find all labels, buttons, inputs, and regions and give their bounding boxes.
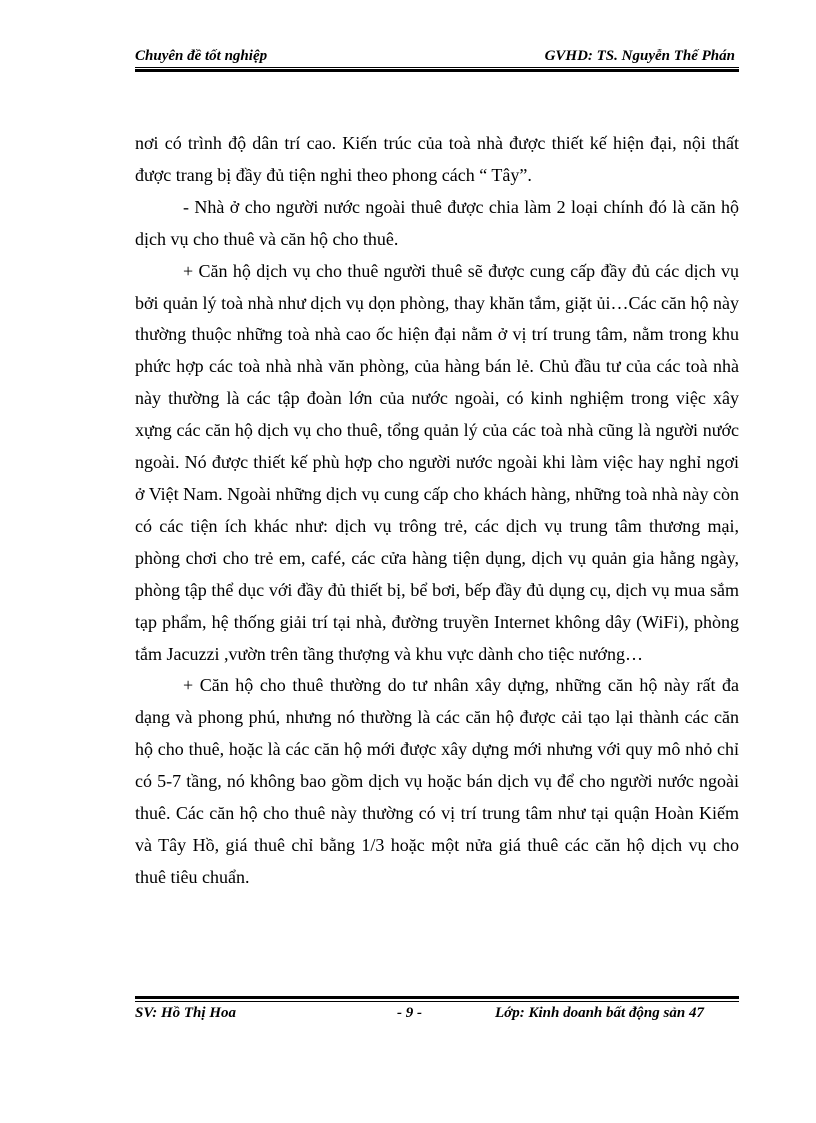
footer-class: Lớp: Kinh doanh bất động sản 47: [495, 1005, 704, 1021]
paragraph-rental-apartments: + Căn hộ cho thuê thường do tư nhân xây dựng, những căn hộ này rất đa dạng và phong phú, nhưng nó thường là các căn hộ được cải tạo lại thành các căn hộ cho thuê, hoặc là các căn hộ mới được xây dựng mới nhưng với quy mô nhỏ chỉ có 5-7 tầng, nó không bao gồm dịch vụ hoặc bán dịch vụ để cho người nước ngoài thuê. Các căn hộ cho thuê này thường có vị trí trung tâm như tại quận Hoàn Kiếm và Tây Hồ, giá thuê chỉ bằng 1/3 hoặc một nửa giá thuê các căn hộ dịch vụ cho thuê tiêu chuẩn.: [135, 675, 739, 887]
page-number: - 9 -: [397, 1005, 422, 1021]
paragraph-housing-types: - Nhà ở cho người nước ngoài thuê được chia làm 2 loại chính đó là căn hộ dịch vụ cho thuê và căn hộ cho thuê.: [135, 196, 739, 249]
footer-student: SV: Hồ Thị Hoa: [135, 1005, 236, 1021]
header-rule-thin: [135, 67, 739, 68]
page-footer: [135, 1003, 739, 1023]
header-advisor: GVHD: TS. Nguyễn Thế Phán: [544, 48, 735, 64]
footer-rule-thick: [135, 996, 739, 999]
paragraph-continuation: nơi có trình độ dân trí cao. Kiến trúc của toà nhà được thiết kế hiện đại, nội thất được trang bị đầy đủ tiện nghi theo phong cách “ Tây”.: [135, 133, 739, 185]
paragraph-serviced-apartments: + Căn hộ dịch vụ cho thuê người thuê sẽ được cung cấp đầy đủ các dịch vụ bởi quản lý toà nhà như dịch vụ dọn phòng, thay khăn tắm, giặt ủi…Các căn hộ này thường thuộc những toà nhà cao ốc hiện đại nằm ở vị trí trung tâm, nằm trong khu phức hợp các toà nhà nhà văn phòng, của hàng bán lẻ. Chủ đầu tư của các toà nhà này thường là các tập đoàn lớn của nước ngoài, có kinh nghiệm trong việc xây xựng các căn hộ dịch vụ cho thuê, tổng quản lý của các toà nhà cũng là người nước ngoài. Nó được thiết kế phù hợp cho người nước ngoài khi làm việc hay nghỉ ngơi ở Việt Nam. Ngoài những dịch vụ cung cấp cho khách hàng, những toà nhà này còn có các tiện ích khác như: dịch vụ trông trẻ, các dịch vụ trung tâm thương mại, phòng chơi cho trẻ em, café, các cửa hàng tiện dụng, dịch vụ quản gia hằng ngày, phòng tập thể dục với đầy đủ thiết bị, bể bơi, bếp đầy đủ dụng cụ, dịch vụ mua sắm tạp phẩm, hệ thống giải trí tại nhà, đường truyền Internet không dây (WiFi), phòng tắm Jacuzzi ,vườn trên tầng thượng và khu vực dành cho tiệc nướng…: [135, 260, 739, 664]
header-title: Chuyên đề tốt nghiệp: [135, 48, 268, 64]
page-body: [135, 128, 739, 894]
header-rule-thick: [135, 69, 739, 72]
footer-rule-thin: [135, 1001, 739, 1002]
page-header: [135, 46, 739, 66]
